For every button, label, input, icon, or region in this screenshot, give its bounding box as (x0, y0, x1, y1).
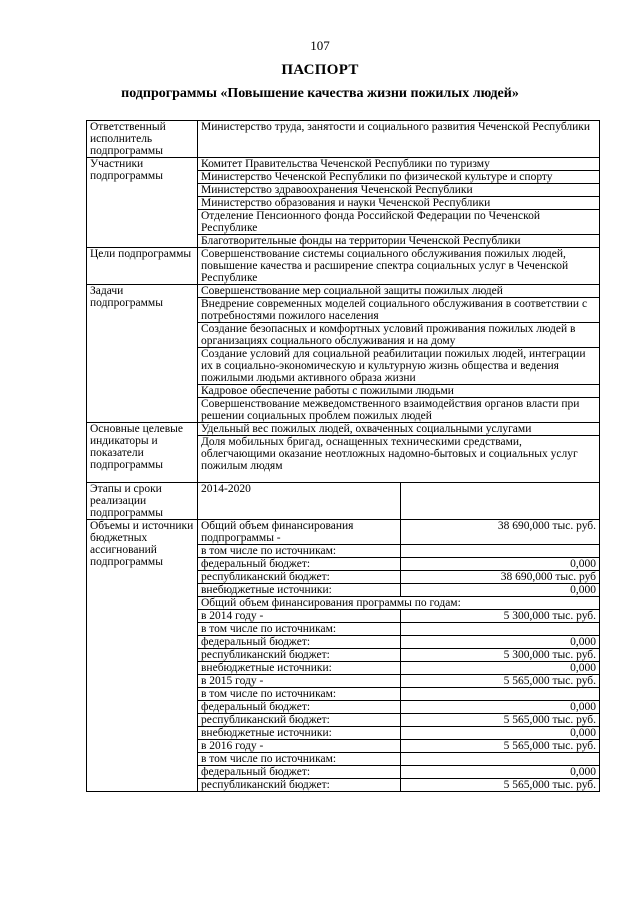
table-row (87, 520, 600, 545)
participant-item: Министерство здравоохранения Чеченской Республики (198, 184, 600, 197)
stages-label: Этапы и сроки реализации подпрограммы (87, 483, 198, 520)
empty-cell (401, 688, 600, 701)
fin-2015-incl: в том числе по источникам: (198, 688, 401, 701)
empty-cell (401, 623, 600, 636)
fin-2015-value: 5 565,000 тыс. руб. (401, 675, 600, 688)
goals-label: Цели подпрограммы (87, 248, 198, 285)
page-title: ПАСПОРТ (281, 62, 359, 78)
fin-2016-fed-label: федеральный бюджет: (198, 766, 401, 779)
participant-item: Отделение Пенсионного фонда Российской Федерации по Чеченской Республике (198, 210, 600, 235)
fin-extra-label: внебюджетные источники: (198, 584, 401, 597)
task-item: Внедрение современных моделей социального обслуживания в соответствии с потребностями пожилого населения (198, 298, 600, 323)
task-item: Создание условий для социальной реабилитации пожилых людей, интеграции их в социально-экономическую и культурную жизнь общества и ведения пожилыми людьми активного образа жизни (198, 348, 600, 385)
table-row (87, 423, 600, 436)
participants-label: Участники подпрограммы (87, 158, 198, 248)
table-row (87, 158, 600, 171)
fin-2014-incl: в том числе по источникам: (198, 623, 401, 636)
empty-cell (401, 753, 600, 766)
fin-2014-rep-label: республиканский бюджет: (198, 649, 401, 662)
fin-republic-value: 38 690,000 тыс. руб (401, 571, 600, 584)
passport-table (86, 120, 600, 792)
fin-incl-sources: в том числе по источникам: (198, 545, 401, 558)
table-row (87, 285, 600, 298)
fin-federal-value: 0,000 (401, 558, 600, 571)
fin-republic-label: республиканский бюджет: (198, 571, 401, 584)
fin-2014-ext-value: 0,000 (401, 662, 600, 675)
participant-item: Благотворительные фонды на территории Чеченской Республики (198, 235, 600, 248)
fin-2016-incl: в том числе по источникам: (198, 753, 401, 766)
task-item: Создание безопасных и комфортных условий проживания пожилых людей в организациях социального обслуживания и на дому (198, 323, 600, 348)
fin-2014-value: 5 300,000 тыс. руб. (401, 610, 600, 623)
goals-value: Совершенствование системы социального обслуживания пожилых людей, повышение качества и расширение спектра социальных услуг в Чеченской Республике (198, 248, 600, 285)
fin-total-label: Общий объем финансирования подпрограммы - (198, 520, 401, 545)
participant-item: Комитет Правительства Чеченской Республики по туризму (198, 158, 600, 171)
stages-empty-cell (401, 483, 600, 520)
indicator-item: Удельный вес пожилых людей, охваченных социальными услугами (198, 423, 600, 436)
table-row (87, 248, 600, 285)
fin-2015-ext-label: внебюджетные источники: (198, 727, 401, 740)
fin-2014-fed-value: 0,000 (401, 636, 600, 649)
fin-2015-fed-value: 0,000 (401, 701, 600, 714)
table-row (87, 483, 600, 520)
fin-2016-value: 5 565,000 тыс. руб. (401, 740, 600, 753)
indicator-item: Доля мобильных бригад, оснащенных техническими средствами, облегчающими оказание неотложных надомно-бытовых и социальных услуг пожилым людям (198, 436, 600, 483)
tasks-label: Задачи подпрограммы (87, 285, 198, 423)
fin-federal-label: федеральный бюджет: (198, 558, 401, 571)
page-number: 107 (310, 38, 330, 53)
fin-2015-label: в 2015 году - (198, 675, 401, 688)
indicators-label: Основные целевые индикаторы и показатели подпрограммы (87, 423, 198, 483)
fin-2015-ext-value: 0,000 (401, 727, 600, 740)
fin-2014-rep-value: 5 300,000 тыс. руб. (401, 649, 600, 662)
fin-2016-fed-value: 0,000 (401, 766, 600, 779)
fin-2016-rep-value: 5 565,000 тыс. руб. (401, 779, 600, 792)
fin-2016-rep-label: республиканский бюджет: (198, 779, 401, 792)
fin-2014-fed-label: федеральный бюджет: (198, 636, 401, 649)
financing-label: Объемы и источники бюджетных ассигнований подпрограммы (87, 520, 198, 792)
responsible-label: Ответственный исполнитель подпрограммы (87, 121, 198, 158)
participant-item: Министерство образования и науки Чеченской Республики (198, 197, 600, 210)
fin-by-years-label: Общий объем финансирования программы по годам: (198, 597, 600, 610)
fin-2014-ext-label: внебюджетные источники: (198, 662, 401, 675)
fin-extra-value: 0,000 (401, 584, 600, 597)
fin-2015-fed-label: федеральный бюджет: (198, 701, 401, 714)
participant-item: Министерство Чеченской Республики по физической культуре и спорту (198, 171, 600, 184)
fin-2014-label: в 2014 году - (198, 610, 401, 623)
page-subtitle: подпрограммы «Повышение качества жизни пожилых людей» (121, 86, 519, 101)
table-row (87, 121, 600, 158)
task-item: Кадровое обеспечение работы с пожилыми людьми (198, 385, 600, 398)
fin-2016-label: в 2016 году - (198, 740, 401, 753)
fin-2015-rep-value: 5 565,000 тыс. руб. (401, 714, 600, 727)
fin-total-value: 38 690,000 тыс. руб. (401, 520, 600, 545)
task-item: Совершенствование межведомственного взаимодействия органов власти при решении социальных проблем пожилых людей (198, 398, 600, 423)
responsible-value: Министерство труда, занятости и социального развития Чеченской Республики (198, 121, 600, 158)
empty-cell (401, 545, 600, 558)
fin-2015-rep-label: республиканский бюджет: (198, 714, 401, 727)
task-item: Совершенствование мер социальной защиты пожилых людей (198, 285, 600, 298)
stages-value: 2014-2020 (198, 483, 401, 520)
